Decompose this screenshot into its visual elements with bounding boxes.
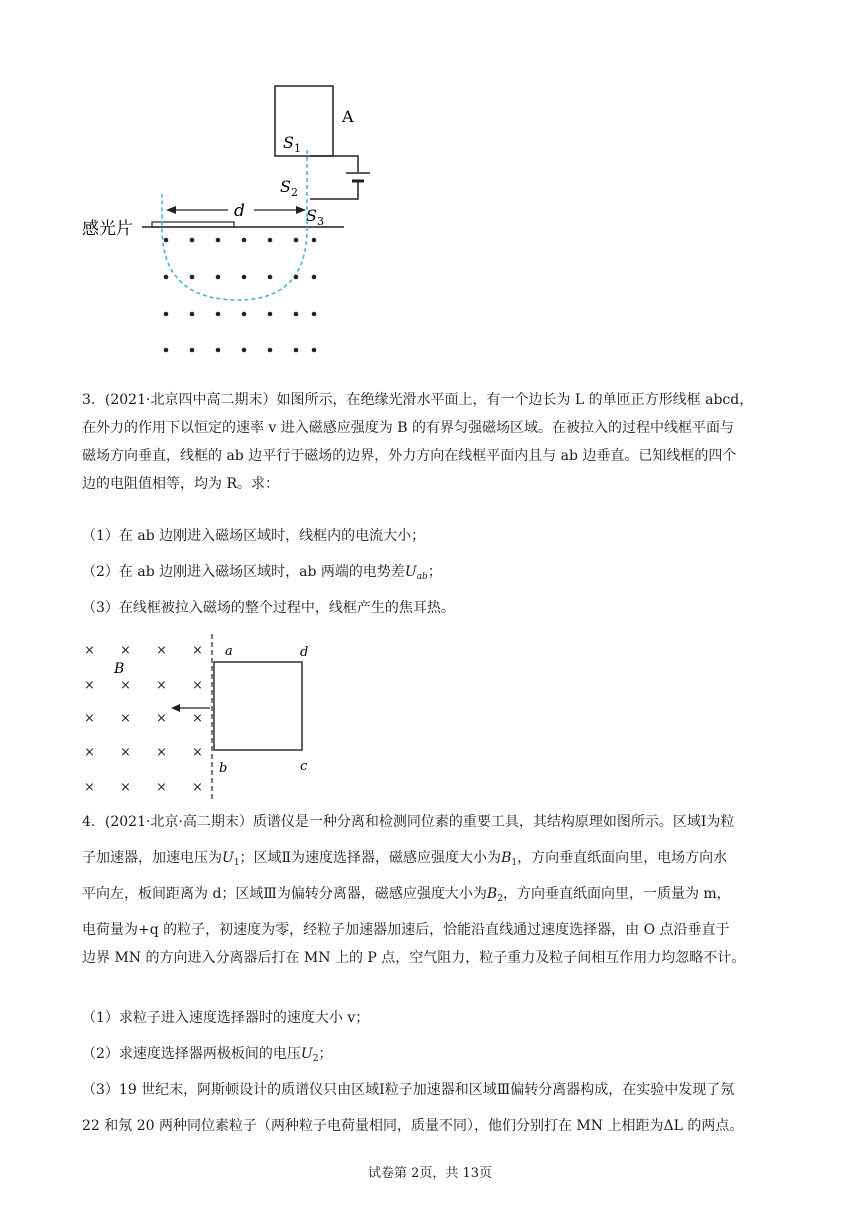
svg-text:×: × [192,643,203,658]
svg-text:×: × [192,678,203,693]
svg-text:×: × [84,711,95,726]
q3-sub-1: （1）在 ab 边刚进入磁场区域时，线框内的电流大小； [82,528,426,544]
label-S1: $S_1$ [283,133,301,155]
svg-text:×: × [84,643,95,658]
svg-text:×: × [120,745,131,760]
label-b: b [219,761,228,776]
svg-text:×: × [120,643,131,658]
q3-line-2: 在外力的作用下以恒定的速率 v 进入磁感应强度为 B 的有界匀强磁场区域。在被拉入的过程中线框平面与 [82,420,734,436]
svg-text:×: × [192,711,203,726]
q3-sub-2: （2）在 ab 边刚进入磁场区域时，ab 两端的电势差$U_{ab}$； [82,564,442,582]
arrow-head-right [296,206,306,214]
square-loop [214,662,302,750]
svg-text:×: × [84,780,95,795]
svg-text:×: × [156,643,167,658]
svg-text:×: × [84,745,95,760]
q4-sub-3-line-2: 22 和氖 20 两种同位素粒子（两种粒子电荷量相同，质量不同），他们分别打在 MN 上相距为ΔL 的两点。 [82,1118,744,1134]
label-S3: $S_3$ [306,206,324,228]
q4-line-4: 电荷量为+q 的粒子，初速度为零，经粒子加速器加速后，恰能沿直线通过速度选择器，由 O 点沿垂直于 [82,922,730,938]
label-c: c [300,759,308,774]
label-d-corner: d [300,645,309,660]
svg-text:×: × [156,780,167,795]
svg-text:×: × [120,780,131,795]
magnetic-field-dots [164,238,317,353]
q4-sub-3-line-1: （3）19 世纪末，阿斯顿设计的质谱仪只由区域Ⅰ粒子加速器和区域Ⅲ偏转分离器构成，在实验中发现了氖 [82,1082,735,1098]
magnetic-field-crosses [84,643,203,795]
circuit-wire-bottom [310,182,358,199]
q3-line-4: 边的电阻值相等，均为 R。求： [82,476,279,492]
q3-sub-3: （3）在线框被拉入磁场的整个过程中，线框产生的焦耳热。 [82,600,455,616]
label-S2: $S_2$ [280,177,298,199]
q3-line-1: 3．(2021·北京四中高二期末）如图所示，在绝缘光滑水平面上，有一个边长为 L 的单匝正方形线框 abcd， [82,392,754,408]
svg-text:×: × [156,711,167,726]
pull-arrow-head [171,704,180,712]
q4-line-1: 4．(2021·北京·高二期末）质谱仪是一种分离和检测同位素的重要工具，其结构原理如图所示。区域Ⅰ为粒 [82,814,735,830]
arrow-head-left [166,206,176,214]
svg-text:×: × [84,678,95,693]
label-A: A [342,107,354,126]
svg-text:×: × [192,745,203,760]
q4-subquestions [82,1000,782,1136]
label-film: 感光片 [82,219,133,239]
figure-1-diagram [70,78,400,368]
question-4 [82,812,782,976]
svg-text:×: × [120,678,131,693]
page-footer: 试卷第 2页，共 13页 [367,1166,493,1181]
q4-sub-1: （1）求粒子进入速度选择器时的速度大小 v； [82,1010,370,1026]
svg-text:×: × [192,780,203,795]
q3-subquestions [82,518,782,626]
q4-line-2: 子加速器，加速电压为$U_1$；区域Ⅱ为速度选择器，磁感应强度大小为$B_1$，方向垂直纸面向里，电场方向水 [82,850,728,868]
svg-text:×: × [156,745,167,760]
svg-text:×: × [120,711,131,726]
q4-line-5: 边界 MN 的方向进入分离器后打在 MN 上的 P 点，空气阻力，粒子重力及粒子间相互作用力均忽略不计。 [82,950,746,966]
svg-text:×: × [156,678,167,693]
label-B: B [114,661,125,677]
q4-sub-2: （2）求速度选择器两极板间的电压$U_2$； [82,1046,333,1064]
circuit-wire-top [310,156,358,172]
q3-line-3: 磁场方向垂直，线框的 ab 边平行于磁场的边界，外力方向在线框平面内且与 ab 边垂直。已知线框的四个 [82,448,737,464]
question-3 [82,386,782,498]
figure-2-diagram [74,634,334,804]
label-a: a [225,644,233,659]
q4-line-3: 平向左，板间距离为 d；区域Ⅲ为偏转分离器，磁感应强度大小为$B_2$，方向垂直纸面向里，一质量为 m， [82,886,731,904]
label-d: d [234,201,245,221]
